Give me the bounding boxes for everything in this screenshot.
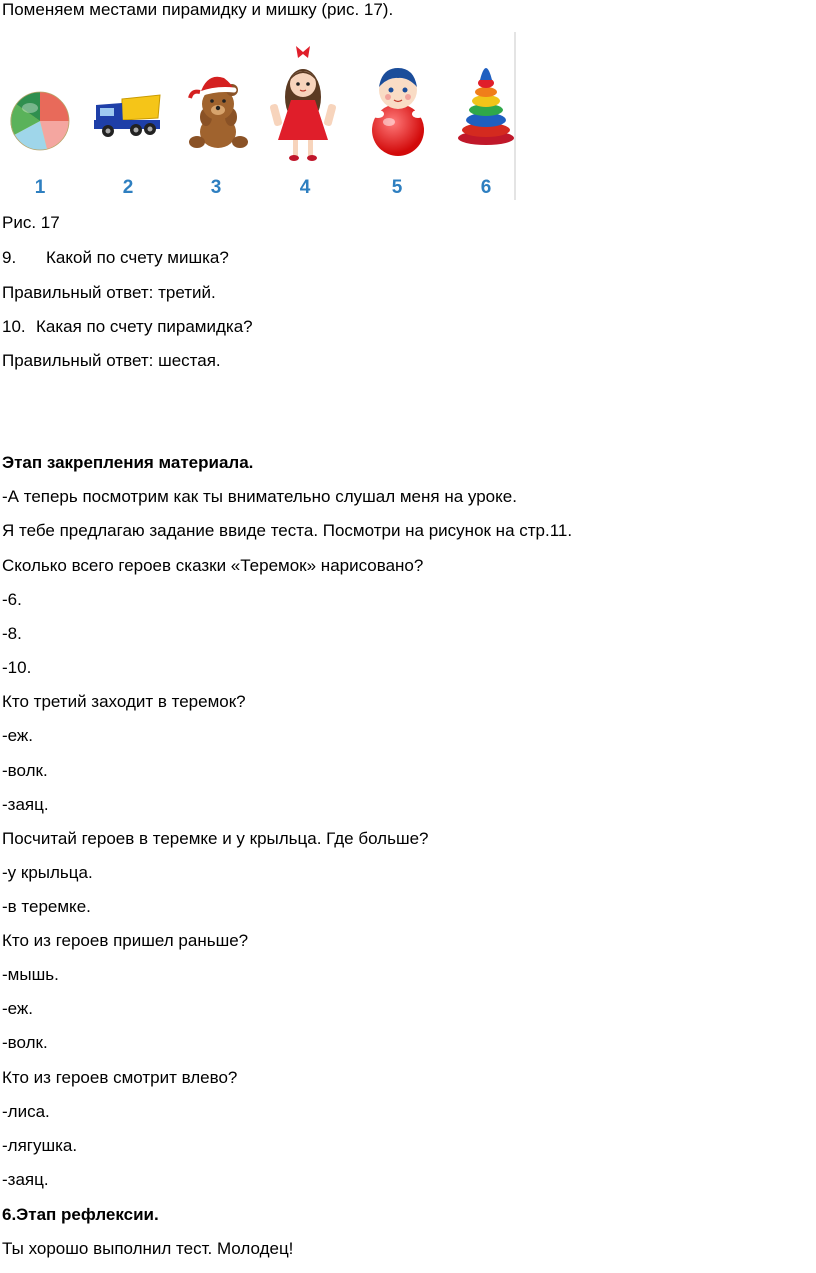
text-line: -в теремке.: [2, 897, 91, 916]
section-title: 6.Этап рефлексии.: [2, 1205, 159, 1224]
answer-10: Правильный ответ: шестая.: [2, 351, 221, 370]
text-line: Я тебе предлагаю задание ввиде теста. Посмотри на рисунок на стр.11.: [2, 521, 573, 540]
text-line: -10.: [2, 658, 32, 677]
truck-icon: [94, 95, 160, 137]
text-line: -лиса.: [2, 1102, 50, 1121]
answer-9: Правильный ответ: третий.: [2, 283, 216, 302]
intro-text: Поменяем местами пирамидку и мишку (рис. 17).: [2, 0, 394, 19]
text-line: -А теперь посмотрим как ты внимательно слушал меня на уроке.: [2, 487, 517, 506]
text-line: -мышь.: [2, 965, 59, 984]
figure-caption: Рис. 17: [2, 213, 60, 232]
figure-number: 1: [34, 177, 46, 198]
text-line: -еж.: [2, 726, 34, 745]
text-line: Посчитай героев в теремке и у крыльца. Где больше?: [2, 829, 429, 848]
text-line: -еж.: [2, 999, 34, 1018]
text-line: -заяц.: [2, 1170, 49, 1189]
final-text: Ты хорошо выполнил тест. Молодец!: [2, 1239, 294, 1258]
question-9: [2, 248, 229, 268]
pyramid-icon: [458, 56, 514, 145]
figure-number: 3: [210, 177, 222, 198]
figure-number: 5: [391, 177, 403, 198]
ball-icon: [10, 92, 69, 150]
figure-number: 6: [480, 177, 492, 198]
section-title: Этап закрепления материала.: [2, 453, 254, 472]
text-line: -8.: [2, 624, 22, 643]
roly-poly-icon: [372, 68, 424, 156]
question-number: 10.: [2, 317, 26, 336]
question-number: 9.: [2, 248, 17, 267]
text-line: -лягушка.: [2, 1136, 78, 1155]
doll-icon: [269, 46, 336, 161]
text-line: Кто из героев пришел раньше?: [2, 931, 249, 950]
text-line: -заяц.: [2, 795, 49, 814]
text-line: Кто третий заходит в теремок?: [2, 692, 246, 711]
figure-number: 2: [122, 177, 134, 198]
figure-17: [2, 32, 517, 200]
question-text: Какая по счету пирамидка?: [36, 317, 253, 336]
text-line: Сколько всего героев сказки «Теремок» нарисовано?: [2, 556, 424, 575]
question-10: [2, 317, 253, 337]
figure-number: 4: [299, 177, 311, 198]
text-line: Кто из героев смотрит влево?: [2, 1068, 238, 1087]
text-line: -волк.: [2, 1033, 48, 1052]
text-line: -6.: [2, 590, 22, 609]
text-line: -у крыльца.: [2, 863, 93, 882]
text-line: -волк.: [2, 761, 48, 780]
question-text: Какой по счету мишка?: [46, 248, 229, 267]
teddy-bear-icon: [185, 77, 248, 148]
